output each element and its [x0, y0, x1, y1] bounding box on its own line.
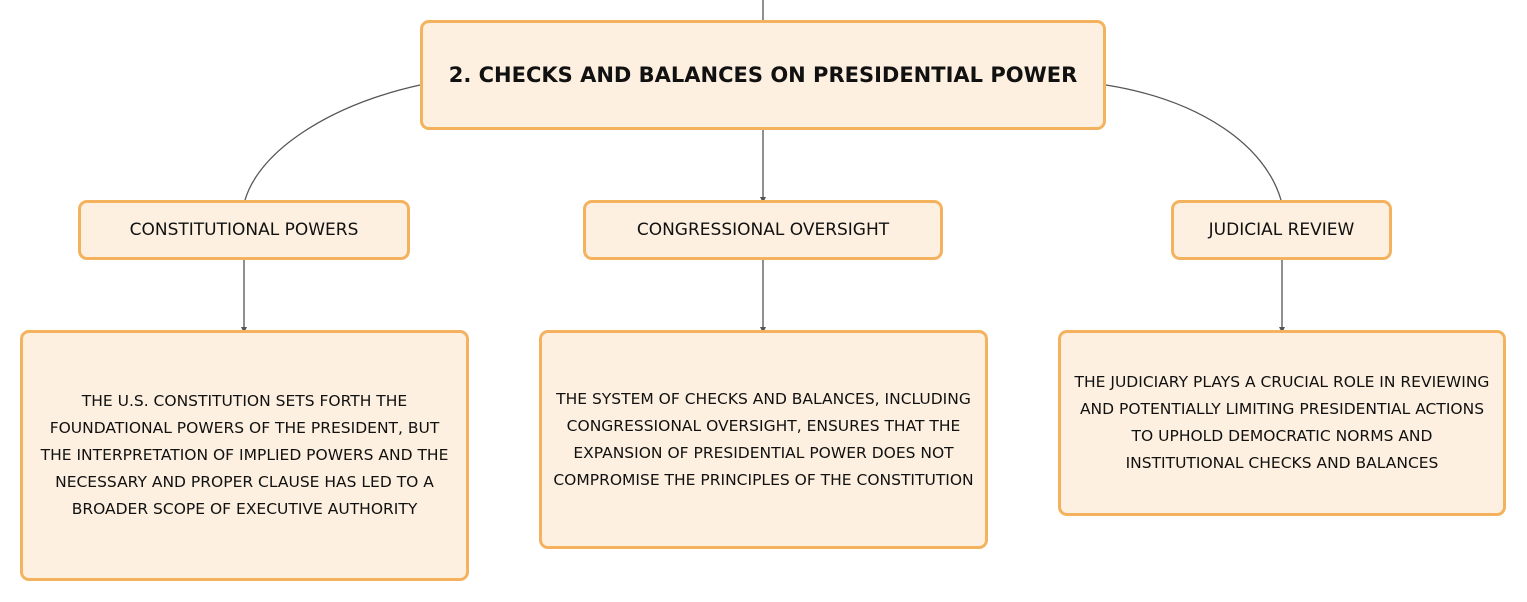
detail-node-judicial-review: [1058, 330, 1506, 516]
detail-node-text: THE JUDICIARY PLAYS A CRUCIAL ROLE IN REVIEWING AND POTENTIALLY LIMITING PRESIDENTIAL ACTIONS TO UPHOLD DEMOCRATIC NORMS AND INSTITUTIONAL CHECKS AND BALANCES: [1074, 373, 1490, 472]
connector-root-to-judicial-review: [1106, 85, 1281, 200]
root-node: [420, 20, 1106, 130]
branch-node-congressional-oversight: [583, 200, 943, 260]
detail-node-congressional-oversight: [539, 330, 988, 549]
branch-node-label: JUDICIAL REVIEW: [1208, 220, 1355, 240]
connector-root-to-constitutional-powers: [245, 85, 420, 200]
branch-node-label: CONGRESSIONAL OVERSIGHT: [636, 220, 890, 240]
detail-node-text: THE SYSTEM OF CHECKS AND BALANCES, INCLUDING CONGRESSIONAL OVERSIGHT, ENSURES THAT THE EXPANSION OF PRESIDENTIAL POWER DOES NOT COMPROMISE THE PRINCIPLES OF THE CONSTITUTION: [553, 389, 974, 489]
root-node-label: 2. CHECKS AND BALANCES ON PRESIDENTIAL POWER: [448, 63, 1078, 87]
branch-node-label: CONSTITUTIONAL POWERS: [129, 220, 359, 240]
detail-node-constitutional-powers: [20, 330, 469, 581]
detail-node-text: THE U.S. CONSTITUTION SETS FORTH THE FOUNDATIONAL POWERS OF THE PRESIDENT, BUT THE INTERPRETATION OF IMPLIED POWERS AND THE NECESSARY AND PROPER CLAUSE HAS LED TO A BROADER SCOPE OF EXECUTIVE AUTHORITY: [40, 392, 449, 518]
branch-node-constitutional-powers: [78, 200, 410, 260]
branch-node-judicial-review: [1171, 200, 1392, 260]
